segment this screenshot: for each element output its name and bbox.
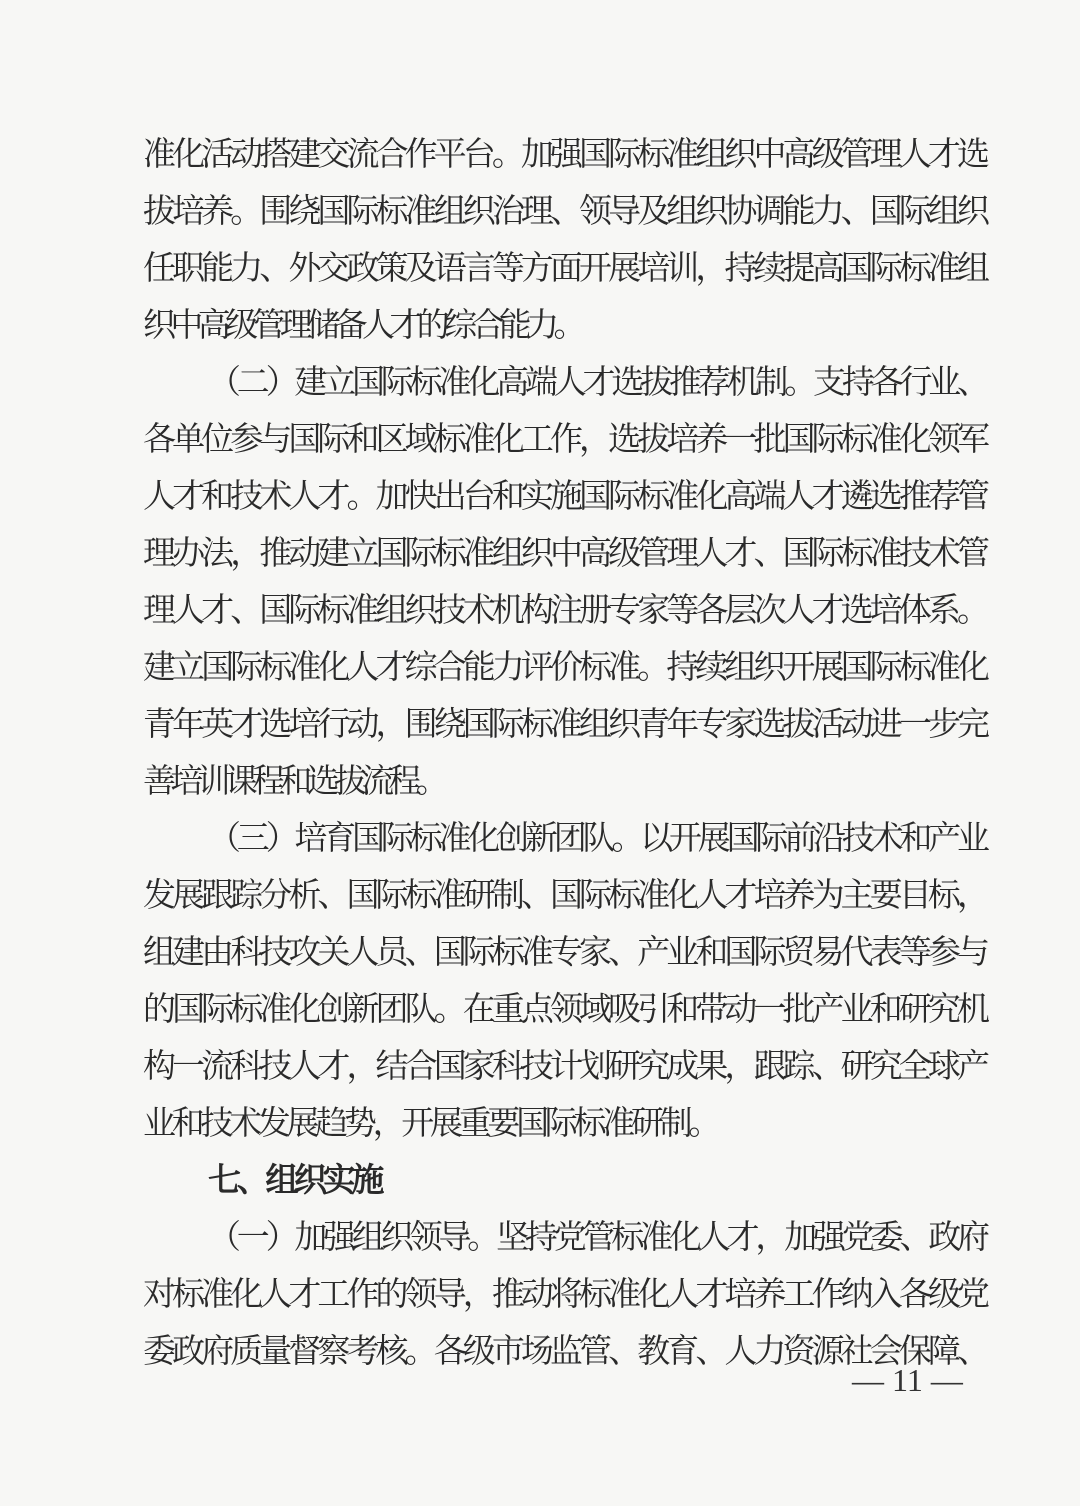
text-line-content: 业和技术发展趋势，开展重要国际标准研制。 [143,1103,718,1142]
text-line-content: 青年英才选培行动，围绕国际标准组织青年专家选拔活动进一步完 [143,704,987,743]
text-line-content: 理人才、国际标准组织技术机构注册专家等各层次人才选培体系。 [143,590,987,629]
text-line [0,640,1080,694]
text-line-content: 委政府质量督察考核。各级市场监管、教育、人力资源社会保障、 [143,1331,987,1370]
text-line [0,241,1080,295]
text-line [0,697,1080,751]
page-number: — 11 — [852,1362,963,1398]
text-line [0,868,1080,922]
text-line-content: 建立国际标准化人才综合能力评价标准。持续组织开展国际标准化 [143,647,987,686]
text-line-content: 各单位参与国际和区域标准化工作，选拔培养一批国际标准化领军 [143,419,987,458]
text-line [0,1267,1080,1321]
text-line-content: 理办法，推动建立国际标准组织中高级管理人才、国际标准技术管 [143,533,987,572]
text-line-content: 发展跟踪分析、国际标准研制、国际标准化人才培养为主要目标， [143,875,987,914]
text-line-content: 对标准化人才工作的领导，推动将标准化人才培养工作纳入各级党 [143,1274,987,1313]
text-line [0,754,1080,808]
text-line-content: 准化活动搭建交流合作平台。加强国际标准组织中高级管理人才选 [143,134,987,173]
text-line-content: 任职能力、外交政策及语言等方面开展培训，持续提高国际标准组 [143,248,987,287]
text-line [0,583,1080,637]
section-heading-text: 七、组织实施 [208,1160,381,1199]
text-line [0,925,1080,979]
text-line-content: 织中高级管理储备人才的综合能力。 [143,305,581,344]
text-line-content: （二）建立国际标准化高端人才选拔推荐机制。支持各行业、 [208,362,986,401]
text-line [0,1096,1080,1150]
text-line-content: 人才和技术人才。加快出台和实施国际标准化高端人才遴选推荐管 [143,476,987,515]
text-line [0,355,1080,409]
text-line [0,1039,1080,1093]
text-line [0,811,1080,865]
text-line-content: 构一流科技人才，结合国家科技计划研究成果，跟踪、研究全球产 [143,1046,987,1085]
text-line-content: 的国际标准化创新团队。在重点领域吸引和带动一批产业和研究机 [143,989,987,1028]
text-line [0,298,1080,352]
text-line-content: 善培训课程和选拔流程。 [143,761,443,800]
text-line-content: （一）加强组织领导。坚持党管标准化人才，加强党委、政府 [208,1217,986,1256]
text-line-content: 组建由科技攻关人员、国际标准专家、产业和国际贸易代表等参与 [143,932,987,971]
text-line-content: （三）培育国际标准化创新团队。以开展国际前沿技术和产业 [208,818,986,857]
text-line [0,184,1080,238]
section-heading [0,1153,1080,1207]
text-line [0,127,1080,181]
text-line [0,1210,1080,1264]
text-line [0,982,1080,1036]
text-line-content: 拔培养。围绕国际标准组织治理、领导及组织协调能力、国际组织 [143,191,987,230]
text-line [0,469,1080,523]
text-line [0,412,1080,466]
text-line [0,526,1080,580]
